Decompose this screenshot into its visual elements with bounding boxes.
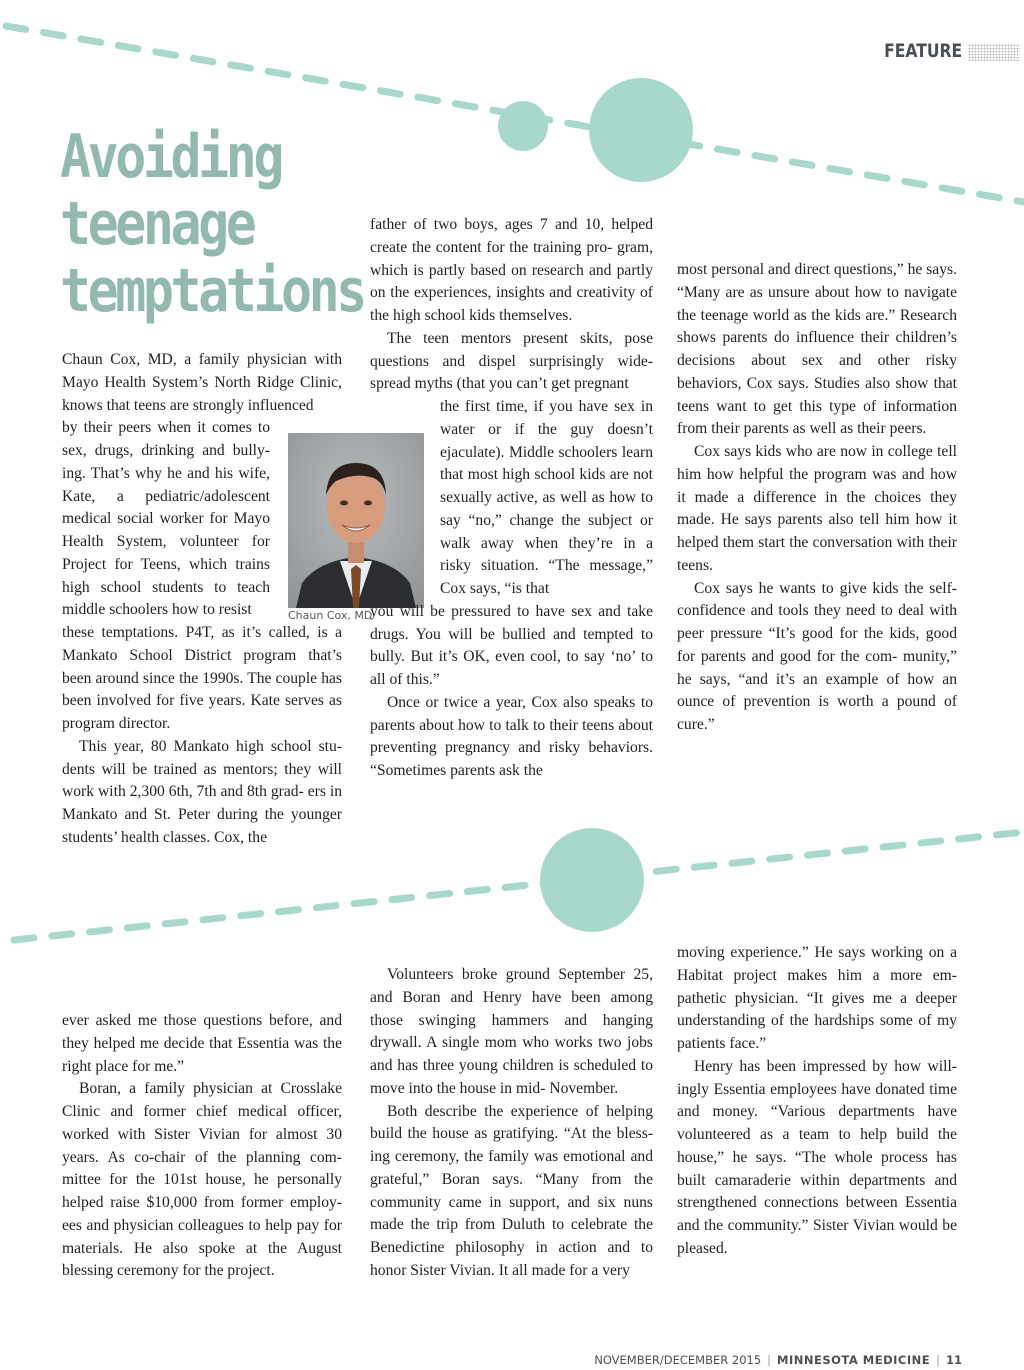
body-paragraph: Both describe the experience of helping build the house as gratifying. “At the bless- ing ceremony, the family was emotional and grateful,” Boran says. “Many from the community came in support, and six nuns made the trip from Duluth to celebrate the Benedictine philosophy in action and to honor Sister Vivian. It all made for a very (370, 1102, 653, 1279)
large-circle-bottom (540, 828, 644, 932)
body-paragraph: moving experience.” He says working on a Habitat project makes him a more em- pathetic physician. “It gives me a deeper understanding of the hardships some of my patients face.” (677, 944, 957, 1052)
body-paragraph: The teen mentors present skits, pose questions and dispel surprisingly wide- spread myths (that you can’t get pregnant (370, 329, 653, 393)
small-circle-top (498, 101, 548, 151)
body-paragraph: Boran, a family physician at Crosslake Clinic and former chief medical officer, worked with Sister Vivian for almost 30 years. As co-chair of the planning com- mittee for the 101st house, he personally helped raise $10,000 from former employ- ees and physician colleagues to help pay for materials. He also spoke at the August blessing ceremony for the project. (62, 1080, 342, 1280)
article-column-3 (677, 259, 957, 737)
body-paragraph: by their peers when it comes to sex, drugs, drinking and bully- ing. That’s why he and his wife, Kate, a pediatric/adolescent medical social worker for Mayo Health System, volunteer for Project for Teens, which trains high school students to teach middle schoolers how to resist (62, 419, 270, 619)
section-label-hatch (968, 44, 1020, 61)
body-paragraph: Chaun Cox, MD, a family physician with Mayo Health System’s North Ridge Clinic, knows that teens are strongly influenced (62, 351, 342, 414)
body-paragraph: Henry has been impressed by how will- ingly Essentia employees have donated time and money. “Various departments have volunteered as a team to help build the house,” he says. “The whole process has built camaraderie within departments and strengthened connections between Essentia and the community.” Sister Vivian would be pleased. (677, 1057, 957, 1257)
large-circle-top (589, 78, 693, 182)
headline-line: Avoiding (60, 122, 282, 192)
body-paragraph: the first time, if you have sex in water or if the guy doesn’t ejaculate). Middle schoolers learn that most high school kids are not sexually active, as well as how to say “no,” change the subject or walk away when they’re in a risky situation. “The message,” Cox says, “is that (440, 398, 653, 597)
page-footer (594, 1353, 962, 1367)
page-number: 11 (945, 1353, 962, 1367)
footer-divider: | (767, 1353, 772, 1367)
body-paragraph: most personal and direct questions,” he says. “Many are as unsure about how to navigate the teenage world as the kids are.” Research shows parents do influence their children’s decisions about sex and other risky behaviors, Cox says. Studies also show that teens want to get this type of information from their parents as well as their peers. (677, 261, 957, 438)
headline-line: teenage (60, 189, 254, 259)
body-paragraph: Once or twice a year, Cox also speaks to parents about how to talk to their teens about preventing pregnancy and risky behaviors. “Sometimes parents ask the (370, 693, 653, 779)
magazine-name: MINNESOTA MEDICINE (777, 1353, 931, 1367)
body-paragraph: Cox says he wants to give kids the self- confidence and tools they need to deal with peer pressure “It’s good for the kids, good for parents and good for the com- munity,” he says, “and it’s an example of how an ounce of prevention is worth a pound of cure.” (677, 579, 957, 733)
body-paragraph: father of two boys, ages 7 and 10, helped create the content for the training pro- gram, which is partly based on research and partly on the experiences, insights and creativity of the high school kids themselves. (370, 216, 653, 324)
body-paragraph: Cox says kids who are now in college tell him how helpful the program was and how it made a difference in the choices they made. He says parents also tell him how it helped them start the conversation with their teens. (677, 443, 957, 574)
article-column-2 (370, 214, 653, 783)
photo-caption: Chaun Cox, MD (288, 609, 373, 622)
body-paragraph: ever asked me those questions before, and they helped me decide that Essentia was the right place for me.” (62, 1012, 342, 1075)
continued-column-2 (370, 964, 653, 1283)
body-paragraph: you will be pressured to have sex and take drugs. You will be bullied and tempted to bully. But it’s OK, even cool, to say ‘no’ to all of this.” (370, 602, 653, 688)
headline-line: temptations (60, 256, 364, 326)
continued-column-1 (62, 1010, 342, 1283)
issue-date: NOVEMBER/DECEMBER 2015 (594, 1353, 762, 1367)
body-paragraph: This year, 80 Mankato high school stu- dents will be trained as mentors; they will work with 2,300 6th, 7th and 8th grad- ers in Mankato and St. Peter during the younger students’ health classes. Cox, the (62, 737, 342, 846)
body-paragraph: Volunteers broke ground September 25, and Boran and Henry have been among those swinging hammers and hanging drywall. A single mom who works two jobs and has three young children is scheduled to move into the house in mid- November. (370, 966, 653, 1097)
body-paragraph: these temptations. P4T, as it’s called, is a Mankato School District program that’s been around since the 1990s. The couple has been involved for five years. Kate serves as program director. (62, 624, 342, 732)
continued-column-3 (677, 942, 957, 1261)
section-label: FEATURE (883, 40, 962, 62)
footer-divider: | (936, 1353, 940, 1367)
article-headline (60, 122, 364, 326)
